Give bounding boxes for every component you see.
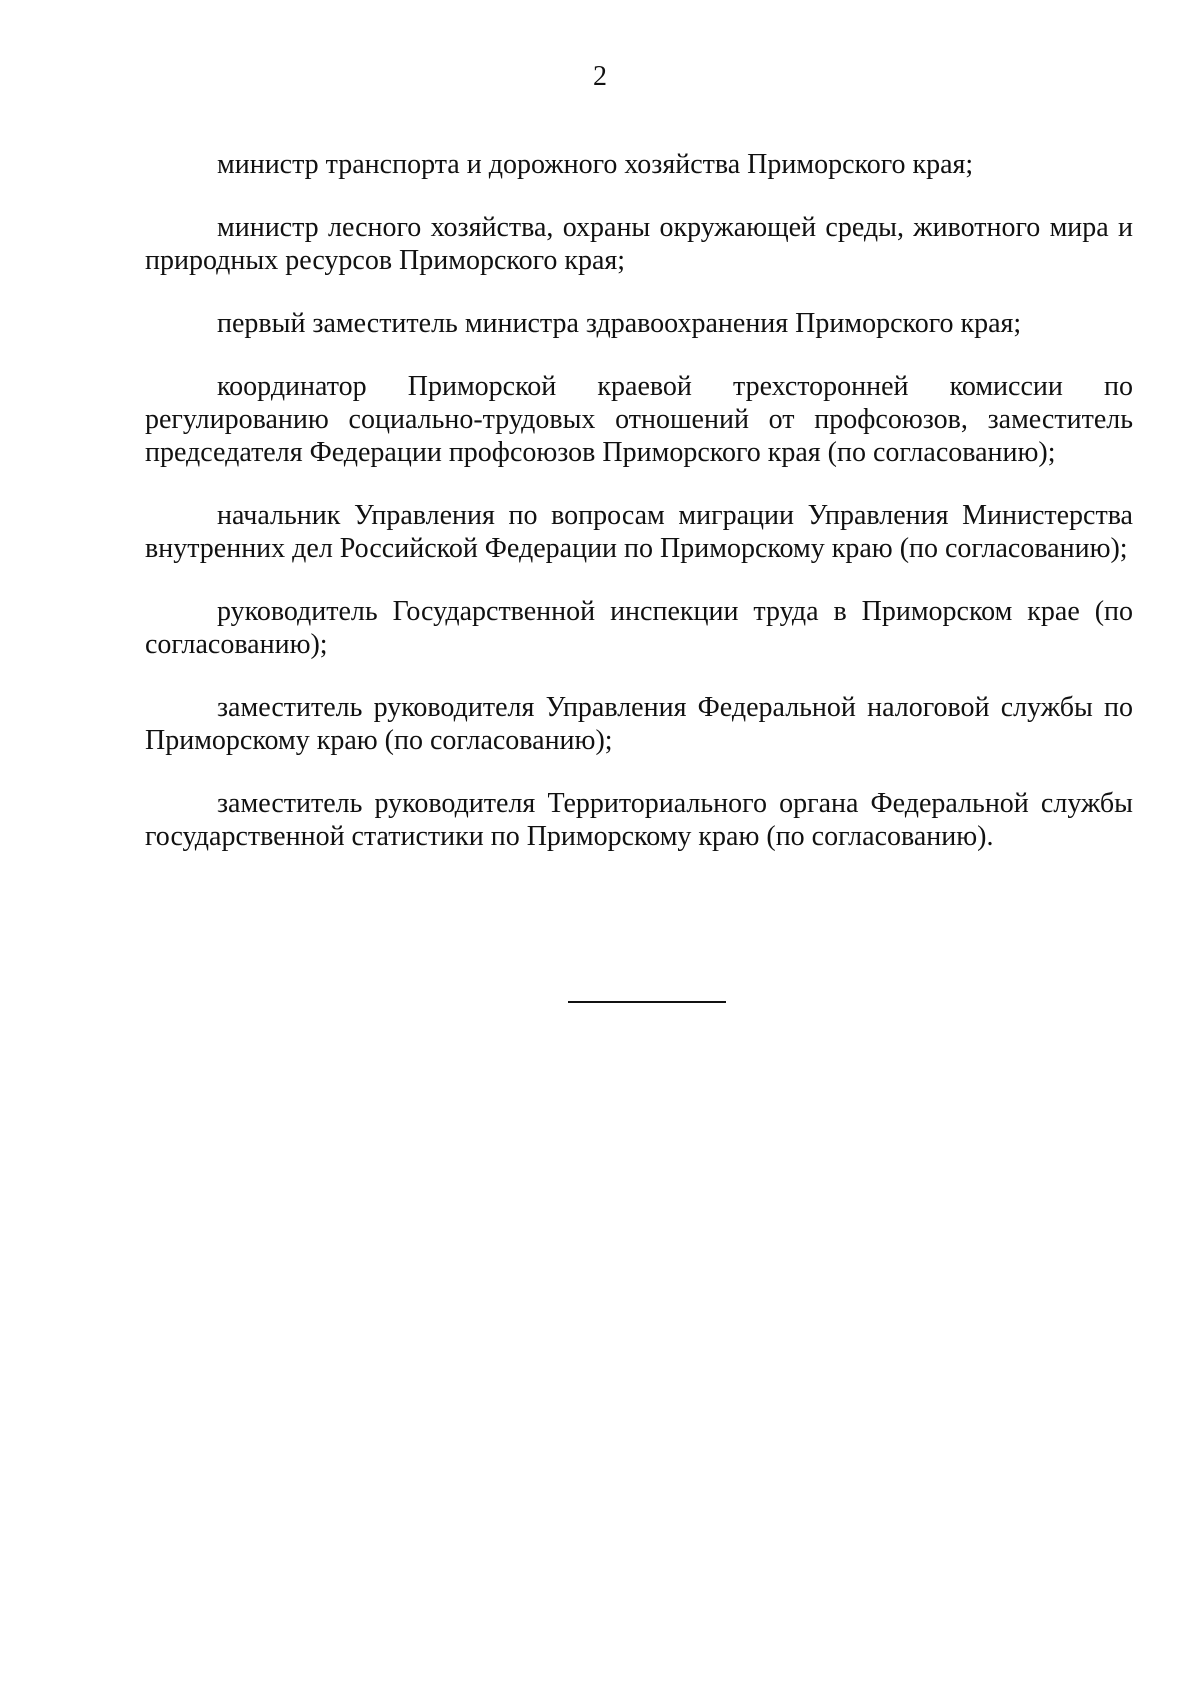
list-item: руководитель Государственной инспекции труда в Приморском крае (по согласованию); xyxy=(145,596,1133,660)
list-item: начальник Управления по вопросам миграции Управления Министерства внутренних дел Российской Федерации по Приморскому краю (по согласованию); xyxy=(145,500,1133,564)
list-item: координатор Приморской краевой трехсторонней комиссии по регулированию социально-трудовых отношений от профсоюзов, заместитель председателя Федерации профсоюзов Приморского края (по согласованию); xyxy=(145,371,1133,468)
list-item: министр лесного хозяйства, охраны окружающей среды, животного мира и природных ресурсов Приморского края; xyxy=(145,212,1133,276)
list-item: заместитель руководителя Управления Федеральной налоговой службы по Приморскому краю (по согласованию); xyxy=(145,692,1133,756)
member-list xyxy=(145,148,1133,883)
list-item: первый заместитель министра здравоохранения Приморского края; xyxy=(217,308,1022,339)
page-number: 2 xyxy=(593,61,607,92)
list-item: заместитель руководителя Территориального органа Федеральной службы государственной статистики по Приморскому краю (по согласованию). xyxy=(145,788,1133,852)
end-divider xyxy=(568,1001,726,1003)
list-item: министр транспорта и дорожного хозяйства Приморского края; xyxy=(217,149,974,180)
